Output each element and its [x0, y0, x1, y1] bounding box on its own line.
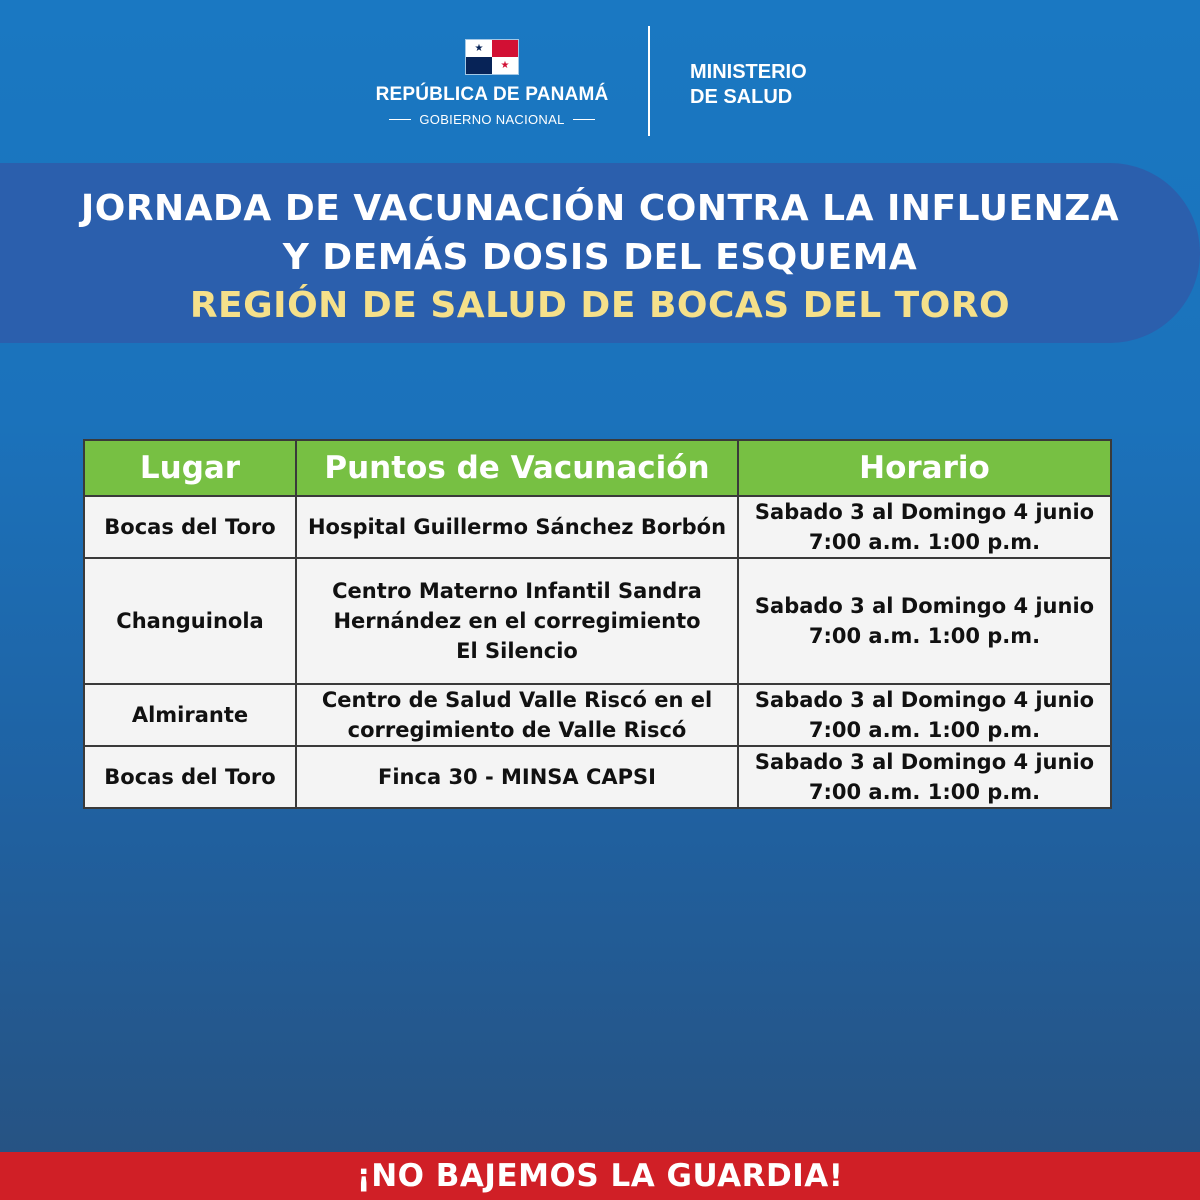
panama-flag-icon	[466, 40, 518, 74]
table-row	[84, 558, 1111, 684]
cell-lugar: Bocas del Toro	[84, 496, 296, 558]
cell-horario	[738, 684, 1111, 746]
punto-line: Finca 30 - MINSA CAPSI	[378, 765, 656, 789]
vaccination-schedule-table	[83, 439, 1112, 809]
cell-lugar: Changuinola	[84, 558, 296, 684]
ministry-line-1: MINISTERIO	[690, 61, 807, 83]
country-name: REPÚBLICA DE PANAMÁ	[375, 84, 609, 105]
punto-line: Centro de Salud Valle Riscó en el	[321, 688, 713, 712]
red-star-icon: ★	[500, 59, 510, 71]
region-title: REGIÓN DE SALUD DE BOCAS DEL TORO	[189, 285, 1011, 326]
horario-dates: Sabado 3 al Domingo 4 junio	[754, 594, 1095, 618]
table-row	[84, 746, 1111, 808]
footer-banner	[0, 1152, 1200, 1200]
cell-horario	[738, 558, 1111, 684]
cell-horario	[738, 496, 1111, 558]
ministry-line-2: DE SALUD	[690, 86, 793, 108]
cell-punto	[296, 684, 738, 746]
title-line-1: JORNADA DE VACUNACIÓN CONTRA LA INFLUENZA	[80, 188, 1120, 229]
horario-dates: Sabado 3 al Domingo 4 junio	[754, 500, 1095, 524]
cell-punto	[296, 496, 738, 558]
divider-line	[573, 119, 595, 120]
header	[0, 0, 1200, 160]
punto-line: El Silencio	[456, 639, 578, 663]
ministry-name	[690, 60, 807, 110]
cell-punto	[296, 558, 738, 684]
horario-hours: 7:00 a.m. 1:00 p.m.	[808, 718, 1041, 742]
punto-line: Hospital Guillermo Sánchez Borbón	[307, 515, 727, 539]
horario-hours: 7:00 a.m. 1:00 p.m.	[808, 530, 1041, 554]
blue-star-icon: ★	[474, 42, 484, 54]
table-header-row	[84, 440, 1111, 496]
horario-dates: Sabado 3 al Domingo 4 junio	[754, 688, 1095, 712]
government-label	[380, 110, 604, 128]
title-line-2: Y DEMÁS DOSIS DEL ESQUEMA	[282, 237, 918, 278]
cell-horario	[738, 746, 1111, 808]
horario-hours: 7:00 a.m. 1:00 p.m.	[808, 624, 1041, 648]
cell-lugar: Almirante	[84, 684, 296, 746]
table-row	[84, 496, 1111, 558]
cell-punto	[296, 746, 738, 808]
government-text: GOBIERNO NACIONAL	[419, 111, 565, 127]
cell-lugar: Bocas del Toro	[84, 746, 296, 808]
horario-hours: 7:00 a.m. 1:00 p.m.	[808, 780, 1041, 804]
column-header-puntos: Puntos de Vacunación	[296, 440, 738, 496]
divider-line	[389, 119, 411, 120]
table-row	[84, 684, 1111, 746]
horario-dates: Sabado 3 al Domingo 4 junio	[754, 750, 1095, 774]
footer-slogan: ¡NO BAJEMOS LA GUARDIA!	[356, 1158, 844, 1194]
header-divider	[648, 26, 650, 136]
punto-line: Centro Materno Infantil Sandra	[332, 579, 702, 603]
column-header-horario: Horario	[738, 440, 1111, 496]
punto-line: corregimiento de Valle Riscó	[347, 718, 687, 742]
column-header-lugar: Lugar	[84, 440, 296, 496]
punto-line: Hernández en el corregimiento	[333, 609, 701, 633]
